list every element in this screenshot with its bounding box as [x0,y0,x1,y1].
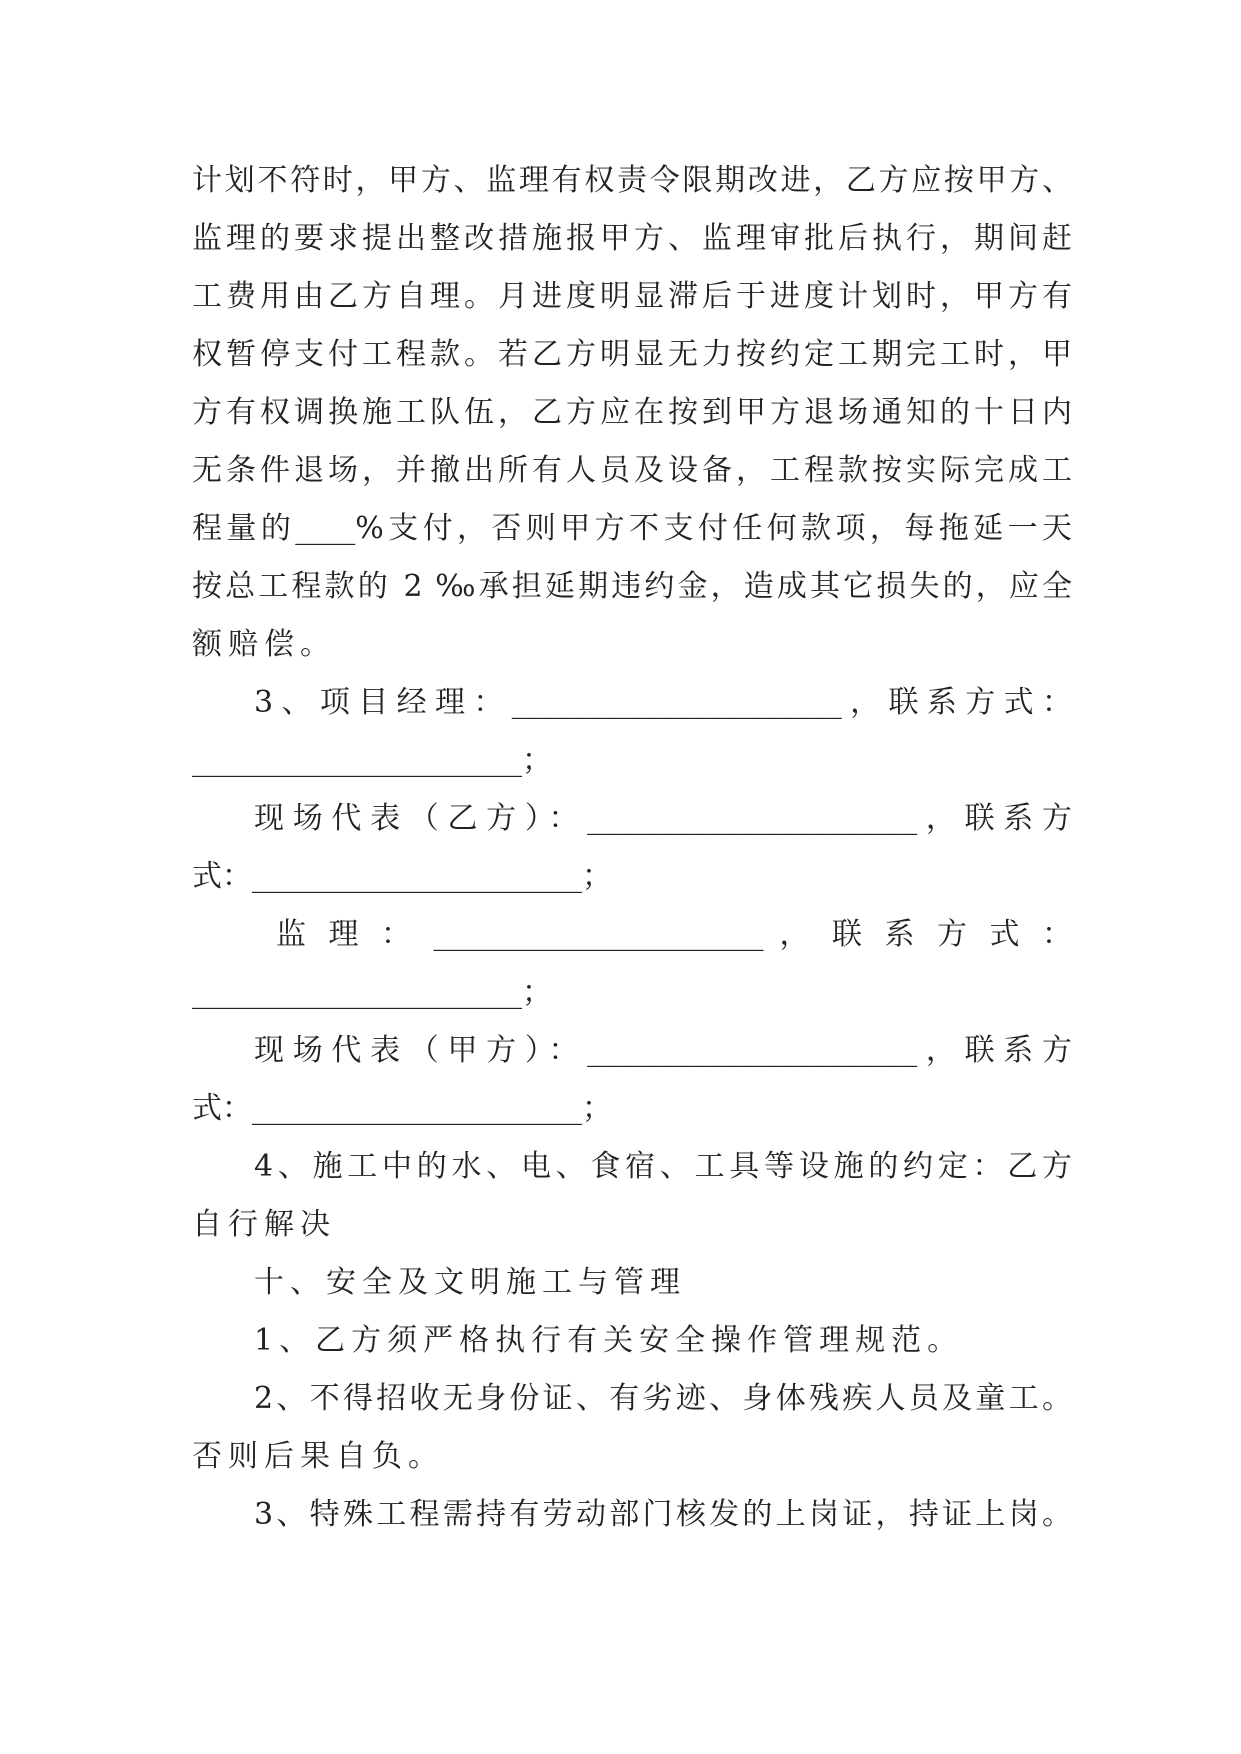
section-heading: 十、安全及文明施工与管理 [254,1265,686,1300]
paragraph-line: 计划不符时，甲方、监理有权责令限期改进，乙方应按甲方、 [192,163,1072,198]
safety-clause-3: 3、特殊工程需持有劳动部门核发的上岗证，持证上岗。 [254,1497,1072,1532]
owner-representative-line: 现场代表（甲方）：______________________，联系方 [254,1033,1072,1068]
supervisor-contact-line: ______________________； [192,975,552,1010]
paragraph-line: 方有权调换施工队伍，乙方应在按到甲方退场通知的十日内 [192,395,1072,430]
supervisor-line: 监 理 ： ______________________ ， 联 系 方 式 ： [276,917,1072,952]
safety-clause-1: 1、乙方须严格执行有关安全操作管理规范。 [254,1323,964,1358]
safety-clause-2: 2、不得招收无身份证、有劣迹、身体残疾人员及童工。 [254,1381,1072,1416]
paragraph-line: 程量的____%支付，否则甲方不支付任何款项，每拖延一天 [192,511,1072,546]
project-manager-line: 3、项目经理：______________________，联系方式： [254,685,1072,720]
paragraph-line: 额赔偿。 [192,627,336,662]
paragraph-line: 按总工程款的 2 ‰承担延期违约金，造成其它损失的，应全 [192,569,1072,604]
contractor-representative-line: 现场代表（乙方）：______________________，联系方 [254,801,1072,836]
paragraph-line: 无条件退场，并撤出所有人员及设备，工程款按实际完成工 [192,453,1072,488]
paragraph-line: 监理的要求提出整改措施报甲方、监理审批后执行，期间赶 [192,221,1072,256]
paragraph-line: 工费用由乙方自理。月进度明显滞后于进度计划时，甲方有 [192,279,1072,314]
contractor-representative-contact-line: 式：______________________； [192,859,612,894]
safety-clause-2-continuation: 否则后果自负。 [192,1439,444,1474]
facilities-clause-continuation: 自行解决 [192,1207,336,1242]
facilities-clause-line: 4、施工中的水、电、食宿、工具等设施的约定：乙方 [254,1149,1072,1184]
owner-representative-contact-line: 式：______________________； [192,1091,612,1126]
project-manager-contact-line: ______________________； [192,743,552,778]
paragraph-line: 权暂停支付工程款。若乙方明显无力按约定工期完工时，甲 [192,337,1072,372]
